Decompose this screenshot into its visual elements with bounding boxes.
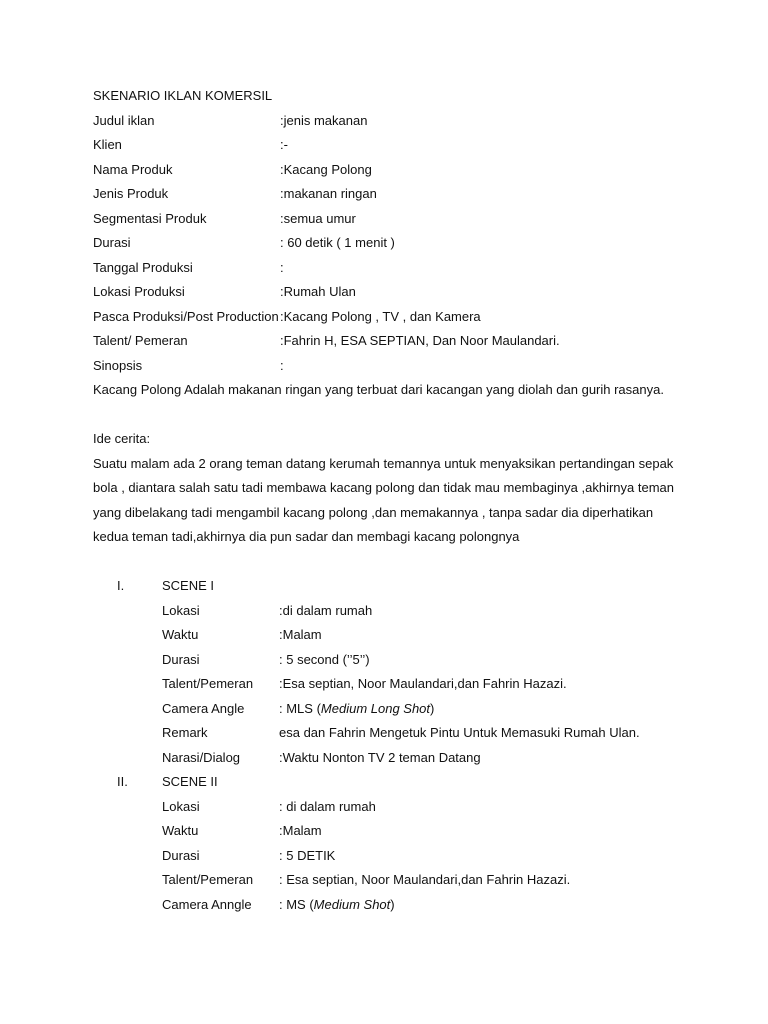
field-value-nama-produk: :Kacang Polong [280, 162, 372, 177]
scene-row-label: Lokasi [162, 603, 200, 618]
field-value-pasca-produksi: :Kacang Polong , TV , dan Kamera [280, 309, 481, 324]
scene-row-value: : 5 second (’’5’’) [279, 652, 370, 667]
field-value-jenis-produk: :makanan ringan [280, 186, 377, 201]
scene-row-label: Durasi [162, 848, 200, 863]
synopsis-text: Kacang Polong Adalah makanan ringan yang terbuat dari kacangan yang diolah dan gurih rasanya. [93, 382, 664, 397]
scene-row-label: Waktu [162, 823, 199, 838]
scene-row-label: Remark [162, 725, 208, 740]
field-label-tanggal-produksi: Tanggal Produksi [93, 260, 193, 275]
field-label-judul-iklan: Judul iklan [93, 113, 155, 128]
ide-cerita-line: yang dibelakang tadi mengambil kacang polong ,dan memakannya , tanpa sadar dia diperhatikan [93, 505, 654, 520]
scene-row-value: :di dalam rumah [279, 603, 373, 618]
scene-number: II. [117, 774, 128, 789]
scene-row-label: Talent/Pemeran [162, 676, 254, 691]
field-value-segmentasi-produk: :semua umur [280, 211, 356, 226]
scene-row-label: Durasi [162, 652, 200, 667]
ide-cerita-line: bola , diantara salah satu tadi membawa kacang polong dan tidak mau membaginya ,akhirnya teman [93, 480, 675, 495]
camera-angle-value [279, 700, 434, 718]
field-value-lokasi-produksi: :Rumah Ulan [280, 284, 356, 299]
camera-angle-prefix: : MLS ( [279, 701, 321, 716]
document-title: SKENARIO IKLAN KOMERSIL [93, 88, 273, 103]
scene-row-label: Narasi/Dialog [162, 750, 241, 765]
scene-row-value: : di dalam rumah [279, 799, 376, 814]
scene-row-label: Talent/Pemeran [162, 872, 254, 887]
camera-angle-italic: Medium Shot [313, 897, 391, 912]
scene-row-value: :Malam [279, 627, 322, 642]
camera-angle-value [279, 896, 395, 914]
camera-angle-prefix: : MS ( [279, 897, 314, 912]
ide-cerita-label: Ide cerita: [93, 431, 151, 446]
camera-angle-italic: Medium Long Shot [320, 701, 431, 716]
scene-row-value: :Waktu Nonton TV 2 teman Datang [279, 750, 481, 765]
scene-row-value: esa dan Fahrin Mengetuk Pintu Untuk Memasuki Rumah Ulan. [279, 725, 640, 740]
camera-angle-suffix: ) [430, 701, 435, 716]
scene-row-value: : 5 DETIK [279, 848, 336, 863]
field-label-talent: Talent/ Pemeran [93, 333, 188, 348]
scene-title: SCENE II [162, 774, 218, 789]
scene-title: SCENE I [162, 578, 215, 593]
scene-row-label: Camera Angle [162, 701, 245, 716]
field-label-segmentasi-produk: Segmentasi Produk [93, 211, 207, 226]
scene-row-label: Lokasi [162, 799, 200, 814]
field-label-pasca-produksi: Pasca Produksi/Post Production [93, 309, 279, 324]
field-label-klien: Klien [93, 137, 122, 152]
ide-cerita-line: kedua teman tadi,akhirnya dia pun sadar dan membagi kacang polongnya [93, 529, 520, 544]
field-label-durasi: Durasi [93, 235, 131, 250]
scene-number: I. [117, 578, 125, 593]
field-label-sinopsis: Sinopsis [93, 358, 143, 373]
field-value-durasi: : 60 detik ( 1 menit ) [280, 235, 395, 250]
scene-row-label: Waktu [162, 627, 199, 642]
scene-row-label: Camera Anngle [162, 897, 252, 912]
field-label-nama-produk: Nama Produk [93, 162, 173, 177]
field-label-jenis-produk: Jenis Produk [93, 186, 169, 201]
ide-cerita-line: Suatu malam ada 2 orang teman datang kerumah temannya untuk menyaksikan pertandingan sepak [93, 456, 674, 471]
field-value-klien: :- [280, 137, 288, 152]
camera-angle-suffix: ) [390, 897, 395, 912]
field-value-judul-iklan: :jenis makanan [280, 113, 368, 128]
field-value-tanggal-produksi: : [280, 260, 284, 275]
field-label-lokasi-produksi: Lokasi Produksi [93, 284, 185, 299]
scene-row-value: : Esa septian, Noor Maulandari,dan Fahrin Hazazi. [279, 872, 571, 887]
field-value-sinopsis: : [280, 358, 284, 373]
scene-row-value: :Esa septian, Noor Maulandari,dan Fahrin Hazazi. [279, 676, 567, 691]
scene-row-value: :Malam [279, 823, 322, 838]
field-value-talent: :Fahrin H, ESA SEPTIAN, Dan Noor Maulandari. [280, 333, 560, 348]
